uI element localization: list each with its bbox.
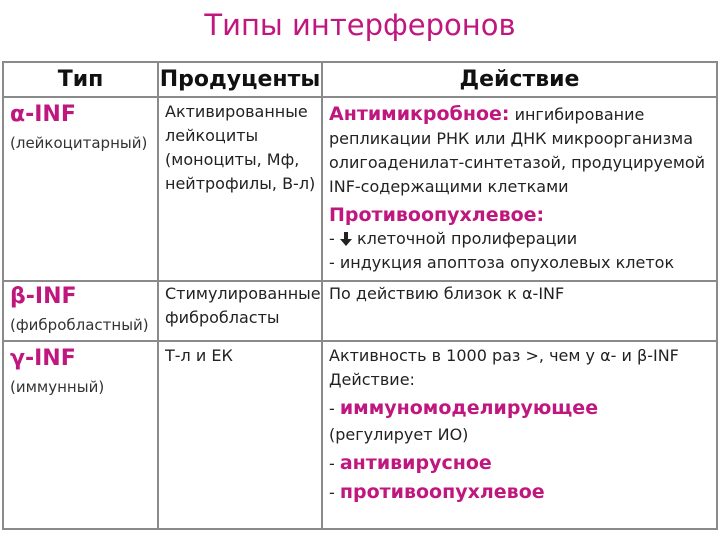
alpha-antimicrobial-line: INF-содержащими клетками bbox=[329, 177, 569, 196]
interferon-table bbox=[2, 61, 718, 530]
alpha-action-cell bbox=[322, 97, 717, 281]
beta-subtitle: (фибробластный) bbox=[10, 316, 149, 334]
arrow-down-icon bbox=[340, 232, 352, 246]
gamma-dash: - bbox=[329, 454, 340, 473]
gamma-dash: - bbox=[329, 399, 340, 418]
alpha-antimicrobial-line: олигоаденилат-синтетазой, продуцируемой bbox=[329, 153, 706, 172]
alpha-antimicrobial-text: ингибирование bbox=[509, 105, 645, 124]
alpha-name: α-INF bbox=[10, 102, 76, 127]
gamma-name: γ-INF bbox=[10, 346, 76, 371]
beta-producers-cell bbox=[158, 281, 322, 341]
table-row-beta bbox=[3, 281, 717, 341]
gamma-action-line1: Активность в 1000 раз >, чем у α- и β-INF bbox=[329, 346, 679, 365]
gamma-dash: - bbox=[329, 483, 340, 502]
gamma-antiviral bbox=[329, 451, 712, 476]
gamma-producers-cell bbox=[158, 341, 322, 529]
alpha-dash: - bbox=[329, 229, 340, 248]
beta-producer-line: фибробласты bbox=[165, 308, 280, 327]
alpha-antitumor-line1 bbox=[329, 227, 712, 251]
gamma-action-cell bbox=[322, 341, 717, 529]
alpha-antimicrobial-line: репликации РНК или ДНК микроорганизма bbox=[329, 129, 694, 148]
gamma-action-line2: Действие: bbox=[329, 370, 415, 389]
alpha-subtitle: (лейкоцитарный) bbox=[10, 134, 148, 152]
gamma-subtitle: (иммунный) bbox=[10, 378, 105, 396]
page-title: Типы интерферонов bbox=[204, 8, 516, 42]
header-type: Тип bbox=[3, 62, 158, 97]
header-action: Действие bbox=[322, 62, 717, 97]
gamma-antitumor bbox=[329, 480, 712, 505]
beta-action-cell bbox=[322, 281, 717, 341]
beta-producer-line: Стимулированные bbox=[165, 284, 321, 303]
table-row-gamma bbox=[3, 341, 717, 529]
table-row-alpha bbox=[3, 97, 717, 281]
alpha-producers-cell bbox=[158, 97, 322, 281]
alpha-antitumor-line1-text: клеточной пролиферации bbox=[351, 229, 578, 248]
alpha-producer-line: (моноциты, Мф, bbox=[165, 150, 300, 169]
alpha-type-cell bbox=[3, 97, 158, 281]
gamma-immuno bbox=[329, 396, 712, 421]
alpha-producer-line: нейтрофилы, В-л) bbox=[165, 174, 316, 193]
gamma-antitumor-label: противоопухлевое bbox=[339, 481, 545, 503]
alpha-producer-line: лейкоциты bbox=[165, 126, 259, 145]
alpha-antitumor-line2: - индукция апоптоза опухолевых клеток bbox=[329, 253, 675, 272]
gamma-producers: Т-л и ЕК bbox=[165, 346, 233, 365]
gamma-antiviral-label: антивирусное bbox=[339, 452, 492, 474]
gamma-immuno-label: иммуномоделирующее bbox=[339, 397, 599, 419]
beta-name: β-INF bbox=[10, 284, 77, 309]
beta-action: По действию близок к α-INF bbox=[329, 284, 565, 303]
header-producers: Продуценты bbox=[158, 62, 322, 97]
beta-type-cell bbox=[3, 281, 158, 341]
gamma-immuno-note: (регулирует ИО) bbox=[329, 425, 469, 444]
alpha-antimicrobial bbox=[329, 102, 712, 127]
table-header-row bbox=[3, 62, 717, 97]
alpha-producer-line: Активированные bbox=[165, 102, 308, 121]
gamma-type-cell bbox=[3, 341, 158, 529]
alpha-antimicrobial-label: Антимикробное: bbox=[329, 103, 510, 125]
alpha-antitumor-label: Противоопухлевое: bbox=[329, 204, 545, 226]
